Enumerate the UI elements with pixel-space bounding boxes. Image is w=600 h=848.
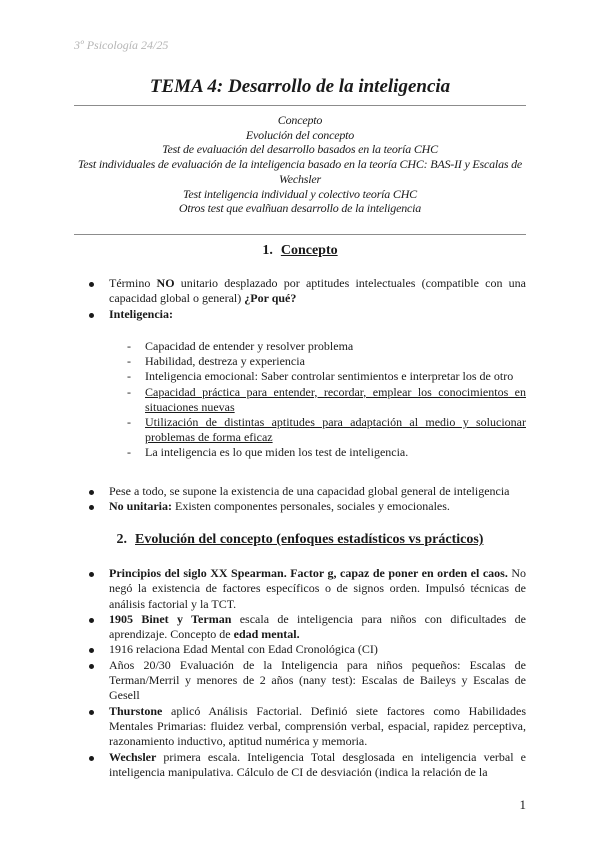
toc-item-test-individuales: Test individuales de evaluación de la inteligencia basado en la teoría CHC: BAS-II y Escalas de Wechsler bbox=[77, 157, 523, 186]
list-item: Pese a todo, se supone la existencia de una capacidad global general de inteligencia bbox=[74, 484, 526, 499]
bullet-icon bbox=[89, 313, 94, 318]
toc-item-otros-test: Otros test que evalñuan desarrollo de la inteligencia bbox=[178, 201, 422, 216]
bullet-icon bbox=[89, 664, 94, 669]
bullet-icon bbox=[89, 282, 94, 287]
bullet-icon bbox=[89, 572, 94, 577]
bullet-icon bbox=[89, 648, 94, 653]
bullet-icon bbox=[89, 490, 94, 495]
list-item: - Inteligencia emocional: Saber controlar sentimientos e interpretar los de otro bbox=[127, 369, 514, 384]
list-item: Wechsler primera escala. Inteligencia Total desglosada en inteligencia verbal e inteligencia manipulativa. Cálculo de CI de desviación (indica la relación de la bbox=[74, 750, 526, 781]
toc-item-concepto: Concepto bbox=[277, 113, 323, 127]
table-of-contents bbox=[74, 113, 526, 216]
section-title: Concepto bbox=[280, 243, 338, 258]
bullet-icon bbox=[89, 618, 94, 623]
section-number: 1. bbox=[262, 243, 273, 258]
evolucion-bullets bbox=[74, 566, 526, 780]
header-note: 3º Psicología 24/25 bbox=[74, 38, 169, 52]
concepto-bullets-2 bbox=[74, 484, 526, 515]
list-item: Inteligencia: bbox=[74, 307, 526, 322]
concepto-bullets bbox=[74, 276, 526, 322]
section-title: Evolución del concepto (enfoques estadísticos vs prácticos) bbox=[135, 532, 484, 547]
toc-item-test-individual-colectivo: Test inteligencia individual y colectivo teoría CHC bbox=[183, 186, 417, 201]
inteligencia-definitions bbox=[127, 339, 526, 461]
toc-item-test-desarrollo: Test de evaluación del desarrollo basados en la teoría CHC bbox=[162, 142, 438, 157]
list-item: No unitaria: Existen componentes personales, sociales y emocionales. bbox=[74, 499, 526, 514]
page-title: TEMA 4: Desarrollo de la inteligencia bbox=[149, 76, 451, 97]
section-heading-evolucion bbox=[74, 532, 526, 548]
top-divider bbox=[74, 105, 526, 106]
list-item: 1905 Binet y Terman escala de inteligencia para niños con dificultades de aprendizaje. Concepto de edad mental. bbox=[74, 612, 526, 643]
list-item: - Habilidad, destreza y experiencia bbox=[127, 354, 305, 369]
bullet-icon bbox=[89, 710, 94, 715]
list-item: - Utilización de distintas aptitudes para adaptación al medio y solucionar problemas de forma eficaz bbox=[127, 415, 526, 445]
section-heading-concepto bbox=[74, 243, 526, 259]
list-item: Principios del siglo XX Spearman. Factor g, capaz de poner en orden el caos. No negó la existencia de factores específicos o de signos orden. Impulsó técnicas de análisis factorial y la TCT. bbox=[74, 566, 526, 612]
page-number: 1 bbox=[519, 797, 526, 812]
list-item: - La inteligencia es lo que miden los test de inteligencia. bbox=[127, 445, 409, 460]
toc-item-evolucion: Evolución del concepto bbox=[245, 127, 355, 142]
bottom-divider bbox=[74, 234, 526, 235]
list-item: Años 20/30 Evaluación de la Inteligencia para niños pequeños: Escalas de Terman/Merril y menores de 2 años (nany test): Escalas de Baileys y Escalas de Gesell bbox=[74, 658, 526, 704]
bullet-icon bbox=[89, 756, 94, 761]
bullet-icon bbox=[89, 505, 94, 510]
list-item: 1916 relaciona Edad Mental con Edad Cronológica (CI) bbox=[74, 642, 526, 657]
list-item: Thurstone aplicó Análisis Factorial. Definió siete factores como Habilidades Mentales Primarias: fluidez verbal, comprensión verbal, espacial, rapidez perceptiva, razonamiento inductivo, aptitud numérica y memoria. bbox=[74, 704, 526, 750]
list-item: - Capacidad práctica para entender, recordar, emplear los conocimientos en situaciones nuevas bbox=[127, 384, 526, 414]
section-number: 2. bbox=[116, 532, 128, 547]
list-item: - Capacidad de entender y resolver problema bbox=[127, 339, 354, 353]
list-item: Término NO unitario desplazado por aptitudes intelectuales (compatible con una capacidad global o general) ¿Por qué? bbox=[74, 276, 526, 307]
